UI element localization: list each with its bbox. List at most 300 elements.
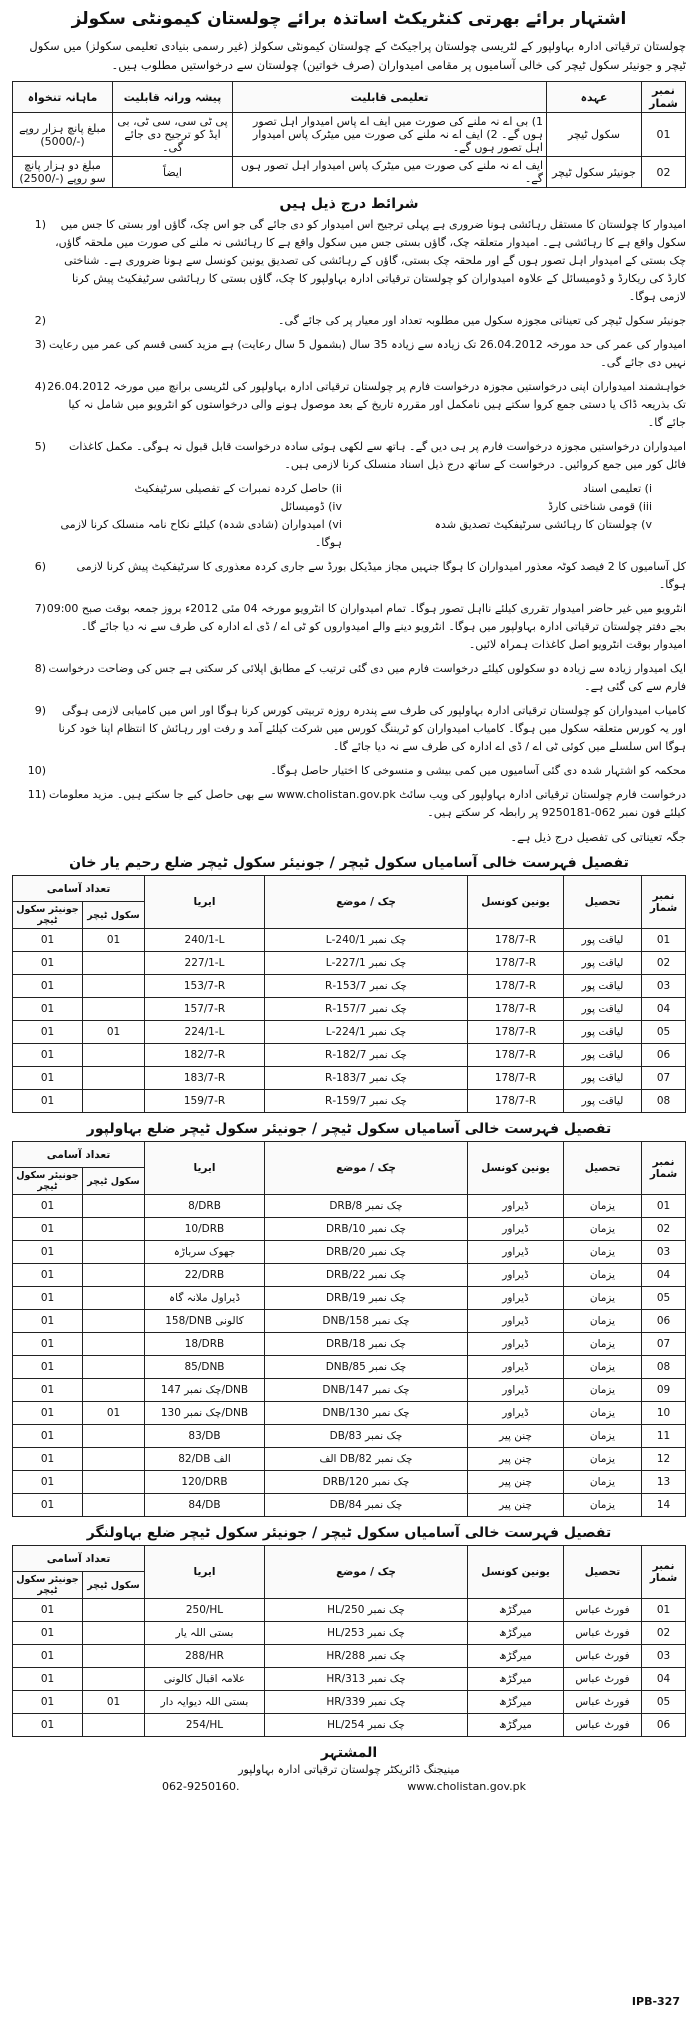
table-cell: یزمان (564, 1264, 642, 1287)
table-cell (83, 1379, 145, 1402)
table-cell: چک نمبر 8/DRB (265, 1195, 468, 1218)
table-cell: 153/7-R (145, 975, 265, 998)
table-cell: 01 (13, 1668, 83, 1691)
table-cell: چک نمبر 153/7-R (265, 975, 468, 998)
vacancy-col-header: چک / موضع (265, 1546, 468, 1599)
table-cell: 03 (642, 1645, 686, 1668)
table-cell: 07 (642, 1333, 686, 1356)
table-cell: 06 (642, 1310, 686, 1333)
table-cell: چک نمبر 22/DRB (265, 1264, 468, 1287)
table-cell: 158/DNB کالونی (145, 1310, 265, 1333)
table-cell (83, 1448, 145, 1471)
table-cell (83, 1067, 145, 1090)
table-cell: فورٹ عباس (564, 1599, 642, 1622)
table-cell: یزمان (564, 1471, 642, 1494)
table-cell: چک نمبر 83/DB (265, 1425, 468, 1448)
table-cell: 01 (83, 1021, 145, 1044)
table-cell: جھوک سرباڑہ (145, 1241, 265, 1264)
table-cell: چک نمبر 82/DB الف (265, 1448, 468, 1471)
vacancy-header-row (13, 1142, 686, 1168)
table-cell: 01 (13, 1090, 83, 1113)
table-row (13, 1714, 686, 1737)
table-cell: 01 (642, 929, 686, 952)
table-cell: میرگڑھ (468, 1622, 564, 1645)
vacancy-col-header: ایریا (145, 1142, 265, 1195)
rahim-yar-khan-table (12, 875, 686, 1113)
table-cell: فورٹ عباس (564, 1668, 642, 1691)
condition-text: درخواست فارم چولستان ترقیاتی ادارہ بہاولپور کی ویب سائٹ www.cholistan.gov.pk سے بھی حاصل کیے جا سکتے ہیں۔ مزید معلومات کیلئے فون نمبر 062-9250181 پر رابطہ کر سکتے ہیں۔ (48, 788, 686, 819)
table-cell: 04 (642, 1668, 686, 1691)
table-cell (83, 1425, 145, 1448)
table-cell: چک نمبر 147/DNB (265, 1379, 468, 1402)
table-cell (83, 952, 145, 975)
vacancy-group-header: تعداد آسامی (13, 1142, 145, 1168)
table-row (13, 1599, 686, 1622)
table-cell: ڈیراور (468, 1287, 564, 1310)
table-cell: ڈیراور (468, 1195, 564, 1218)
table-cell: 01 (83, 929, 145, 952)
table-cell: 240/1-L (145, 929, 265, 952)
table-cell: لیاقت پور (564, 1090, 642, 1113)
footer (12, 1745, 686, 1793)
table-cell: چک نمبر 183/7-R (265, 1067, 468, 1090)
table-cell: ڈیراور (468, 1333, 564, 1356)
required-document: iii) قومی شناختی کارڈ (548, 500, 652, 513)
table-cell: چک نمبر 313/HR (265, 1668, 468, 1691)
table-cell: 227/1-L (145, 952, 265, 975)
condition-item (12, 216, 686, 306)
table-cell: ڈیراور (468, 1379, 564, 1402)
table-cell: 04 (642, 1264, 686, 1287)
table-cell: چک نمبر 10/DRB (265, 1218, 468, 1241)
table-cell: یزمان (564, 1310, 642, 1333)
table-cell: فورٹ عباس (564, 1622, 642, 1645)
table-row (13, 929, 686, 952)
condition-item (12, 702, 686, 756)
table-cell: 82/DB الف (145, 1448, 265, 1471)
posts-cell-prof: ایضاً (113, 157, 233, 188)
table-cell: 02 (642, 952, 686, 975)
table-cell: 01 (13, 1264, 83, 1287)
table-cell (83, 1090, 145, 1113)
table-cell: 01 (13, 1195, 83, 1218)
table-cell: یزمان (564, 1379, 642, 1402)
table-cell: یزمان (564, 1241, 642, 1264)
required-document: vi) امیدواران (شادی شدہ) کیلئے نکاح نامہ منسلک کرنا لازمی ہوگا۔ (60, 518, 342, 549)
table-cell: 04 (642, 998, 686, 1021)
table-cell: 08 (642, 1356, 686, 1379)
bahawalpur-table (12, 1141, 686, 1517)
table-cell: 224/1-L (145, 1021, 265, 1044)
table-row (13, 1310, 686, 1333)
table-cell: یزمان (564, 1402, 642, 1425)
vacancy-col-header: تحصیل (564, 1546, 642, 1599)
vacancy-col-header: یونین کونسل (468, 1142, 564, 1195)
vacancy-col-header: تحصیل (564, 1142, 642, 1195)
table-cell: 182/7-R (145, 1044, 265, 1067)
table-cell: 18/DRB (145, 1333, 265, 1356)
table-cell: 01 (13, 929, 83, 952)
posts-col-num: نمبر شمار (642, 82, 686, 113)
table-cell: 178/7-R (468, 1021, 564, 1044)
table-cell: چنن پیر (468, 1425, 564, 1448)
table-row (13, 1668, 686, 1691)
table-cell: 03 (642, 975, 686, 998)
table-cell: 06 (642, 1714, 686, 1737)
table-cell: لیاقت پور (564, 975, 642, 998)
condition-text: جونیئر سکول ٹیچر کی تعیناتی مجوزہ سکول میں مطلوبہ تعداد اور معیار پر کی جائے گی۔ (278, 314, 686, 327)
posts-cell-edu: ایف اے نہ ملنے کی صورت میں میٹرک پاس امیدوار اہل تصور ہوں گے۔ (233, 157, 547, 188)
table-cell: فورٹ عباس (564, 1691, 642, 1714)
vacancy-group-header: تعداد آسامی (13, 1546, 145, 1572)
table-cell: 157/7-R (145, 998, 265, 1021)
table-cell (83, 1241, 145, 1264)
table-row (13, 1044, 686, 1067)
vacancy-col-header: یونین کونسل (468, 1546, 564, 1599)
table-cell: لیاقت پور (564, 998, 642, 1021)
table-row (13, 1067, 686, 1090)
table-row (13, 1090, 686, 1113)
table-cell: چک نمبر 159/7-R (265, 1090, 468, 1113)
postings-note: جگہ تعیناتی کی تفصیل درج ذیل ہے۔ (510, 830, 686, 844)
table-cell (83, 975, 145, 998)
table-cell: 10/DRB (145, 1218, 265, 1241)
table-row (13, 1356, 686, 1379)
table-cell: 01 (13, 1379, 83, 1402)
table-cell: چک نمبر 158/DNB (265, 1310, 468, 1333)
condition-item (12, 558, 686, 594)
table-cell: 85/DNB (145, 1356, 265, 1379)
table-cell: لیاقت پور (564, 1067, 642, 1090)
table-cell: چک نمبر 147/DNB (145, 1379, 265, 1402)
condition-item (12, 600, 686, 654)
table-cell: 01 (13, 1425, 83, 1448)
table-cell: 178/7-R (468, 929, 564, 952)
table-cell: 01 (13, 1287, 83, 1310)
vacancy-col-header: چک / موضع (265, 876, 468, 929)
table-cell: میرگڑھ (468, 1691, 564, 1714)
posts-col-edu: تعلیمی قابلیت (233, 82, 547, 113)
table-row (13, 1494, 686, 1517)
table-cell: میرگڑھ (468, 1599, 564, 1622)
table-cell: 01 (13, 1218, 83, 1241)
table-cell: بستی اللہ دیوایہ دار (145, 1691, 265, 1714)
table-cell: میرگڑھ (468, 1714, 564, 1737)
table-cell: 01 (83, 1402, 145, 1425)
table-cell: 01 (13, 998, 83, 1021)
condition-item (12, 378, 686, 432)
table-cell: 178/7-R (468, 1044, 564, 1067)
condition-number: 6) (34, 560, 46, 573)
condition-text: ایک امیدوار زیادہ سے زیادہ دو سکولوں کیلئے درخواست فارم میں دی گئی ترتیب کے مطابق اپلائی کر سکتی ہے جس کی وضاحت درخواست فارم سے کی گئی ہے۔ (48, 662, 686, 693)
table-cell (83, 1471, 145, 1494)
table-cell: چک نمبر 227/1-L (265, 952, 468, 975)
table-cell: ڈیراور (468, 1310, 564, 1333)
table-cell: 01 (13, 1599, 83, 1622)
table-cell (83, 1714, 145, 1737)
posts-cell-num: 01 (642, 113, 686, 157)
table-cell (83, 1668, 145, 1691)
conditions-title: شرائط درج ذیل ہیں (279, 196, 419, 212)
table-cell: 01 (13, 1494, 83, 1517)
table-cell: 11 (642, 1425, 686, 1448)
vacancy-col-header: جونیئر سکول ٹیچر (13, 1572, 83, 1599)
table-cell: چنن پیر (468, 1494, 564, 1517)
posts-row (13, 113, 686, 157)
table-cell: 178/7-R (468, 1067, 564, 1090)
table-row (13, 1691, 686, 1714)
table-cell: 14 (642, 1494, 686, 1517)
table-cell: چک نمبر 339/HR (265, 1691, 468, 1714)
table-cell: بستی اللہ یار (145, 1622, 265, 1645)
table-row (13, 952, 686, 975)
table-cell: لیاقت پور (564, 929, 642, 952)
table-row (13, 1645, 686, 1668)
table-cell: میرگڑھ (468, 1645, 564, 1668)
condition-number: 10) (27, 764, 46, 777)
table-cell: ڈیراور (468, 1402, 564, 1425)
table-cell: 01 (13, 1241, 83, 1264)
table-cell: 05 (642, 1287, 686, 1310)
condition-item (12, 438, 686, 474)
table-cell: 02 (642, 1218, 686, 1241)
table-cell (83, 1356, 145, 1379)
table-cell: 01 (13, 1471, 83, 1494)
condition-text: محکمہ کو اشتہار شدہ دی گئی آسامیوں میں کمی بیشی و منسوخی کا اختیار حاصل ہوگا۔ (270, 764, 686, 777)
table-row (13, 1333, 686, 1356)
table-row (13, 1402, 686, 1425)
table-cell: 01 (83, 1691, 145, 1714)
condition-number: 5) (34, 440, 46, 453)
table-cell: 01 (13, 952, 83, 975)
footer-contact (12, 1780, 686, 1793)
condition-number: 9) (34, 704, 46, 717)
footer-signoff: المشتہر (320, 1745, 378, 1761)
condition-item (12, 660, 686, 696)
condition-item (12, 762, 686, 780)
table-cell (83, 998, 145, 1021)
table-cell: فورٹ عباس (564, 1645, 642, 1668)
vacancy-col-header: نمبر شمار (642, 876, 686, 929)
bahawalnagar-table (12, 1545, 686, 1737)
condition-text: انٹرویو میں غیر حاضر امیدوار تقرری کیلئے نااہل تصور ہوگا۔ تمام امیدواران کا انٹرویو مورخہ 04 مئی 2012ء بروز جمعہ بوقت صبح 09:00 بجے دفتر چولستان ترقیاتی ادارہ بہاولپور میں ہوگا۔ انٹرویو دینے والے امیدواروں کو ٹی اے / ڈی اے ادارہ کی طرف سے نہ دیا جائے گا۔ امیدوار بوقت انٹرویو اصل کاغذات ہمراہ لائیں۔ (46, 602, 686, 651)
table-cell: چک نمبر 182/7-R (265, 1044, 468, 1067)
table-row (13, 1379, 686, 1402)
table-cell: لیاقت پور (564, 1044, 642, 1067)
table-cell: یزمان (564, 1494, 642, 1517)
condition-text: کامیاب امیدواران کو چولستان ترقیاتی ادارہ بہاولپور کی طرف سے پندرہ روزہ تربیتی کورس کرنا ہوگا اور اس میں کامیابی لازمی ہوگی اور یہ کورس متعلقہ سکول میں ہوگا۔ کامیاب امیدواران کو ٹریننگ کورس میں شرکت کیلئے آمد و رفت اور رہائش کا انتظام اپنا خود کرنا ہوگا اس سلسلے میں کوئی ٹی اے / ڈی اے ادارہ کی طرف سے نہ دیا جائے گا۔ (58, 704, 686, 753)
vacancy-header-row (13, 876, 686, 902)
table-cell: 03 (642, 1241, 686, 1264)
posts-cell-num: 02 (642, 157, 686, 188)
table-cell: یزمان (564, 1333, 642, 1356)
bahawalpur-title: تفصیل فہرست خالی آسامیاں سکول ٹیچر / جونیئر سکول ٹیچر ضلع بہاولپور (86, 1121, 612, 1137)
condition-item (12, 786, 686, 822)
table-cell: 178/7-R (468, 952, 564, 975)
vacancy-header-row (13, 1546, 686, 1572)
table-cell: ڈیراور (468, 1356, 564, 1379)
intro-text: چولستان ترقیاتی ادارہ بہاولپور کے لٹریسی چولستان پراجیکٹ کے چولستان کیمونٹی سکولز (غیر رسمی بنیادی تعلیمی سکولز) میں سکول ٹیچر و جونیئر سکول ٹیچر کی خالی آسامیوں پر مقامی امیدواران (صرف خواتین) چولستان سے درخواستیں مطلوب ہیں۔ (29, 39, 686, 72)
table-cell: چک نمبر 254/HL (265, 1714, 468, 1737)
table-cell: 01 (13, 1448, 83, 1471)
table-cell: 08 (642, 1090, 686, 1113)
table-cell: ڈیراول ملانہ گاہ (145, 1287, 265, 1310)
table-cell: 09 (642, 1379, 686, 1402)
table-cell: ڈیراور (468, 1218, 564, 1241)
conditions-list (12, 216, 686, 847)
required-document: v) چولستان کا رہائشی سرٹیفکیٹ تصدیق شدہ (434, 518, 652, 531)
table-cell: چک نمبر 288/HR (265, 1645, 468, 1668)
table-row (13, 1471, 686, 1494)
table-cell: 120/DRB (145, 1471, 265, 1494)
table-cell: 01 (13, 1333, 83, 1356)
table-cell: 01 (13, 1402, 83, 1425)
table-cell: چک نمبر 130/DNB (265, 1402, 468, 1425)
posts-cell-pay: مبلغ پانچ ہزار روپے (-/5000) (13, 113, 113, 157)
table-cell (83, 1599, 145, 1622)
posts-header-row (13, 82, 686, 113)
posts-col-post: عہدہ (547, 82, 642, 113)
table-cell: چک نمبر 240/1-L (265, 929, 468, 952)
vacancy-col-header: نمبر شمار (642, 1142, 686, 1195)
condition-text: کل آسامیوں کا 2 فیصد کوٹہ معذور امیدواران کا ہوگا جنہیں مجاز میڈیکل بورڈ سے جاری کردہ معذوری کا سرٹیفکیٹ پیش کرنا لازمی ہوگا۔ (76, 560, 686, 591)
ad-reference: IPB-327 (631, 1995, 680, 2008)
table-cell: یزمان (564, 1218, 642, 1241)
table-cell: 02 (642, 1622, 686, 1645)
posts-cell-post: سکول ٹیچر (547, 113, 642, 157)
table-cell (83, 1195, 145, 1218)
table-cell: 01 (13, 1714, 83, 1737)
condition-text: خواہشمند امیدواران اپنی درخواستیں مجوزہ درخواست فارم پر چولستان ترقیاتی ادارہ بہاولپور کی لٹریسی برانچ میں مورخہ 26.04.2012 تک بذریعہ ڈاک یا دستی جمع کروا سکتے ہیں نامکمل اور مقررہ تاریخ کے بعد موصول ہونے والی درخواستوں کو انٹرویو میں شامل نہ کیا جائے گا۔ (47, 380, 686, 429)
condition-text: امیدوار کی عمر کی حد مورخہ 26.04.2012 تک زیادہ سے زیادہ 35 سال (بشمول 5 سال رعایت) ہے مزید کسی قسم کی عمر میں رعایت نہیں دی جائے گی۔ (49, 338, 686, 369)
bahawalnagar-title: تفصیل فہرست خالی آسامیاں سکول ٹیچر / جونیئر سکول ٹیچر ضلع بہاولنگر (86, 1525, 612, 1541)
table-row (13, 1264, 686, 1287)
condition-number: 2) (34, 314, 46, 327)
table-cell: علامہ اقبال کالونی (145, 1668, 265, 1691)
footer-phone: 062-9250160. (162, 1780, 240, 1793)
required-document: iv) ڈومیسائل (280, 500, 342, 513)
table-cell: 183/7-R (145, 1067, 265, 1090)
table-cell: 01 (13, 1310, 83, 1333)
table-cell: 01 (13, 1691, 83, 1714)
condition-number: 3) (34, 338, 46, 351)
table-cell: 159/7-R (145, 1090, 265, 1113)
posts-cell-prof: پی ٹی سی، سی ٹی، بی ایڈ کو ترجیح دی جائے گی۔ (113, 113, 233, 157)
table-cell: فورٹ عباس (564, 1714, 642, 1737)
table-cell: 178/7-R (468, 975, 564, 998)
table-cell: 01 (642, 1195, 686, 1218)
table-cell: 01 (13, 1356, 83, 1379)
vacancy-col-header: جونیئر سکول ٹیچر (13, 902, 83, 929)
table-cell: چک نمبر 250/HL (265, 1599, 468, 1622)
table-cell: 05 (642, 1691, 686, 1714)
table-cell: چک نمبر 157/7-R (265, 998, 468, 1021)
table-cell: 178/7-R (468, 998, 564, 1021)
table-cell: یزمان (564, 1287, 642, 1310)
table-row (13, 1287, 686, 1310)
vacancy-col-header: یونین کونسل (468, 876, 564, 929)
table-cell: چک نمبر 19/DRB (265, 1287, 468, 1310)
table-cell: چک نمبر 20/DRB (265, 1241, 468, 1264)
table-cell: 12 (642, 1448, 686, 1471)
posts-cell-post: جونیئر سکول ٹیچر (547, 157, 642, 188)
table-row (13, 1448, 686, 1471)
table-cell (83, 1333, 145, 1356)
posts-col-pay: ماہانہ تنخواہ (13, 82, 113, 113)
table-cell: 250/HL (145, 1599, 265, 1622)
table-row (13, 1241, 686, 1264)
table-cell: یزمان (564, 1448, 642, 1471)
table-cell: 01 (13, 1044, 83, 1067)
table-cell: چک نمبر 224/1-L (265, 1021, 468, 1044)
vacancy-col-header: نمبر شمار (642, 1546, 686, 1599)
table-cell: 8/DRB (145, 1195, 265, 1218)
posts-row (13, 157, 686, 188)
table-cell: 84/DB (145, 1494, 265, 1517)
table-cell: چک نمبر 18/DRB (265, 1333, 468, 1356)
page-title: اشتہار برائے بھرتی کنٹریکٹ اساتذہ برائے چولستان کیمونٹی سکولز (71, 9, 627, 29)
table-row (13, 998, 686, 1021)
table-cell: 178/7-R (468, 1090, 564, 1113)
posts-cell-pay: مبلغ دو ہزار پانچ سو روپے (-/2500) (13, 157, 113, 188)
vacancy-group-header: تعداد آسامی (13, 876, 145, 902)
table-row (13, 1195, 686, 1218)
table-cell: 05 (642, 1021, 686, 1044)
table-cell: چک نمبر 130/DNB (145, 1402, 265, 1425)
footer-website[interactable]: www.cholistan.gov.pk (407, 1780, 526, 1793)
table-cell: 22/DRB (145, 1264, 265, 1287)
table-cell: 01 (642, 1599, 686, 1622)
table-cell: چک نمبر 84/DB (265, 1494, 468, 1517)
table-cell: 13 (642, 1471, 686, 1494)
table-cell: یزمان (564, 1356, 642, 1379)
table-cell: 07 (642, 1067, 686, 1090)
table-cell: لیاقت پور (564, 1021, 642, 1044)
table-cell: لیاقت پور (564, 952, 642, 975)
table-cell: 83/DB (145, 1425, 265, 1448)
table-cell: چک نمبر 120/DRB (265, 1471, 468, 1494)
table-cell: 288/HR (145, 1645, 265, 1668)
table-cell: یزمان (564, 1195, 642, 1218)
footer-address: مینیجنگ ڈائریکٹر چولستان ترقیاتی ادارہ بہاولپور (238, 1763, 460, 1776)
table-cell: 01 (13, 1067, 83, 1090)
condition-number: 1) (34, 218, 46, 231)
rahim-yar-khan-title: تفصیل فہرست خالی آسامیاں سکول ٹیچر / جونیئر سکول ٹیچر ضلع رحیم یار خان (69, 855, 629, 871)
table-cell: 254/HL (145, 1714, 265, 1737)
table-cell: میرگڑھ (468, 1668, 564, 1691)
table-row (13, 975, 686, 998)
required-document: i) تعلیمی اسناد (582, 482, 652, 495)
table-cell (83, 1494, 145, 1517)
table-cell (83, 1645, 145, 1668)
table-cell (83, 1310, 145, 1333)
condition-number: 7) (34, 602, 46, 615)
table-cell: ڈیراور (468, 1264, 564, 1287)
table-row (13, 1425, 686, 1448)
table-cell: چنن پیر (468, 1471, 564, 1494)
posts-col-prof: پیشہ ورانہ قابلیت (113, 82, 233, 113)
condition-number: 8) (34, 662, 46, 675)
table-cell: چک نمبر 253/HL (265, 1622, 468, 1645)
vacancy-col-header: چک / موضع (265, 1142, 468, 1195)
posts-table (12, 81, 686, 188)
table-cell: 10 (642, 1402, 686, 1425)
table-row (13, 1021, 686, 1044)
table-cell (83, 1218, 145, 1241)
table-cell: یزمان (564, 1425, 642, 1448)
table-cell: 06 (642, 1044, 686, 1067)
vacancy-col-header: جونیئر سکول ٹیچر (13, 1168, 83, 1195)
